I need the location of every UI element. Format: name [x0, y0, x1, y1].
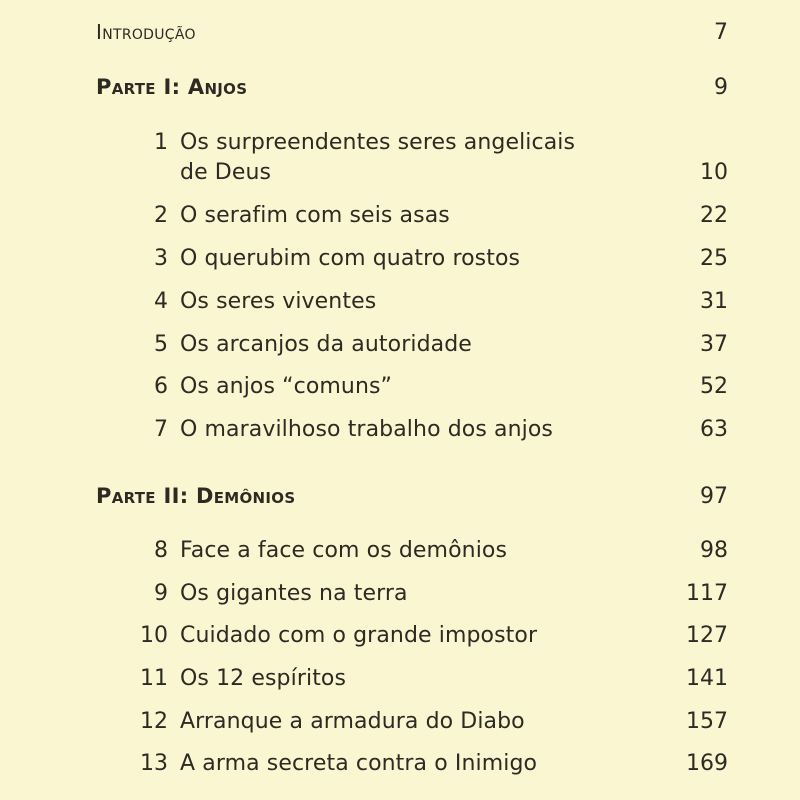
chapter-title: Os 12 espíritos [180, 666, 347, 691]
chapter-title: Os gigantes na terra [180, 581, 408, 606]
chapter-title: O maravilhoso trabalho dos anjos [180, 417, 553, 442]
chapter-page-number: 31 [700, 289, 728, 314]
chapter-title: Os seres viventes [180, 289, 377, 314]
chapter-number: 12 [140, 709, 168, 734]
part-page-number: 97 [700, 484, 728, 509]
chapter-number: 13 [140, 751, 168, 776]
chapter-page-number: 141 [686, 666, 728, 691]
chapter-number: 7 [154, 417, 168, 442]
toc-chapter-12 [0, 709, 800, 745]
chapter-page-number: 169 [686, 751, 728, 776]
chapter-title: Face a face com os demônios [180, 538, 508, 563]
chapter-title-line-2: de Deus [180, 160, 272, 185]
toc-chapter-1-continued [0, 160, 800, 196]
part-page-number: 9 [714, 75, 728, 100]
chapter-number: 8 [154, 538, 168, 563]
chapter-page-number: 63 [700, 417, 728, 442]
toc-chapter-6 [0, 374, 800, 410]
toc-chapter-3 [0, 246, 800, 282]
chapter-title: Arranque a armadura do Diabo [180, 709, 525, 734]
toc-entry-introduction [0, 20, 800, 56]
toc-chapter-10 [0, 623, 800, 659]
chapter-title: O querubim com quatro rostos [180, 246, 521, 271]
chapter-title-line-1: Os surpreendentes seres angelicais [180, 130, 576, 155]
toc-part-heading-1 [0, 75, 800, 111]
chapter-title: Cuidado com o grande impostor [180, 623, 538, 648]
part-title: Parte II: Demônios [96, 484, 296, 508]
chapter-page-number: 37 [700, 332, 728, 357]
chapter-title: Os arcanjos da autoridade [180, 332, 472, 357]
entry-title: Introdução [96, 20, 196, 44]
chapter-page-number: 25 [700, 246, 728, 271]
chapter-title: Os anjos “comuns” [180, 374, 393, 399]
toc-chapter-5 [0, 332, 800, 368]
toc-chapter-2 [0, 203, 800, 239]
entry-page-number: 7 [714, 20, 728, 45]
chapter-number: 3 [154, 246, 168, 271]
toc-chapter-11 [0, 666, 800, 702]
chapter-page-number: 10 [700, 160, 728, 185]
chapter-title: A arma secreta contra o Inimigo [180, 751, 538, 776]
toc-part-heading-2 [0, 484, 800, 520]
chapter-page-number: 157 [686, 709, 728, 734]
chapter-number: 2 [154, 203, 168, 228]
chapter-number: 4 [154, 289, 168, 314]
chapter-number: 10 [140, 623, 168, 648]
chapter-page-number: 117 [686, 581, 728, 606]
chapter-title: O serafim com seis asas [180, 203, 450, 228]
toc-chapter-7 [0, 417, 800, 453]
chapter-number: 9 [154, 581, 168, 606]
chapter-page-number: 127 [686, 623, 728, 648]
toc-chapter-9 [0, 581, 800, 617]
chapter-number: 6 [154, 374, 168, 399]
chapter-page-number: 52 [700, 374, 728, 399]
toc-chapter-8 [0, 538, 800, 574]
toc-chapter-13 [0, 751, 800, 787]
chapter-number: 5 [154, 332, 168, 357]
chapter-page-number: 98 [700, 538, 728, 563]
part-title: Parte I: Anjos [96, 75, 248, 99]
chapter-number: 11 [140, 666, 168, 691]
toc-chapter-4 [0, 289, 800, 325]
chapter-number: 1 [154, 130, 168, 155]
chapter-page-number: 22 [700, 203, 728, 228]
